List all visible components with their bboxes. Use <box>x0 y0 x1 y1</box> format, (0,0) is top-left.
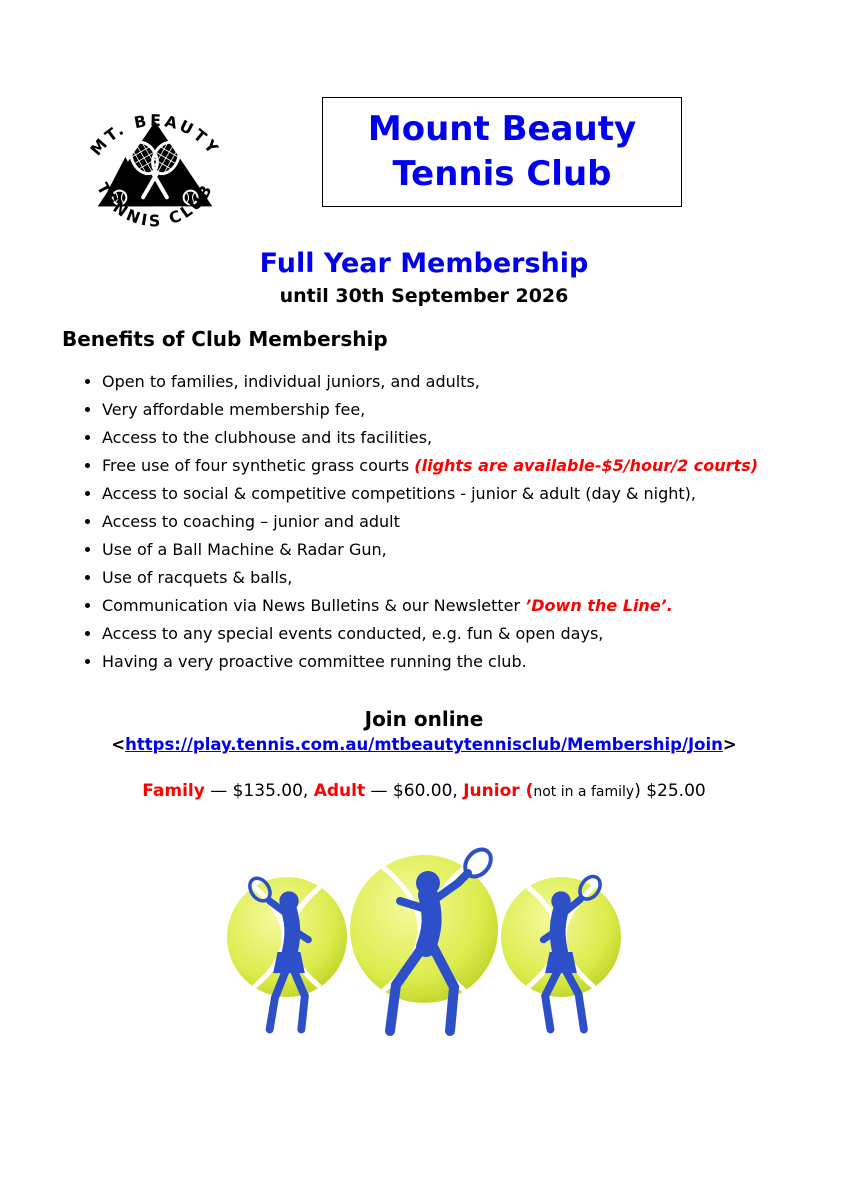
benefits-list <box>86 372 818 680</box>
membership-validity: until 30th September 2026 <box>279 285 569 307</box>
benefit-item: • Having a very proactive committee running the club. <box>102 652 818 672</box>
link-suffix: > <box>722 735 737 754</box>
membership-title: Full Year Membership <box>259 248 589 279</box>
junior-price: ) $25.00 <box>634 781 706 801</box>
club-title-line1: Mount Beauty <box>367 109 637 149</box>
benefit-item: • Access to any special events conducted, e.g. fun & open days, <box>102 624 818 644</box>
junior-note: not in a family <box>533 784 635 800</box>
benefit-item: • Very affordable membership fee, <box>102 400 818 420</box>
benefit-item: • Access to coaching – junior and adult <box>102 512 818 532</box>
adult-price: — $60.00, <box>365 781 464 801</box>
junior-label: Junior ( <box>463 781 534 801</box>
link-prefix: < <box>111 735 126 754</box>
benefit-item: • Access to social & competitive competitions - junior & adult (day & night), <box>102 484 818 504</box>
tennis-art-graphic <box>209 845 639 1041</box>
family-price: — $135.00, <box>204 781 314 801</box>
benefit-item: • Access to the clubhouse and its facilities, <box>102 428 818 448</box>
tennis-players-image <box>209 845 639 1041</box>
pricing-line <box>0 781 848 801</box>
title-box <box>322 97 682 207</box>
benefit-item: • Open to families, individual juniors, and adults, <box>102 372 818 392</box>
membership-join-link[interactable]: https://play.tennis.com.au/mtbeautytennisclub/Membership/Join <box>125 735 723 754</box>
join-online-heading: Join online <box>364 707 484 731</box>
club-logo <box>76 78 234 238</box>
club-title-line2: Tennis Club <box>392 154 612 194</box>
benefit-item: • Use of racquets & balls, <box>102 568 818 588</box>
adult-label: Adult <box>313 781 366 801</box>
family-label: Family <box>142 781 205 801</box>
join-link-line <box>0 735 848 754</box>
logo-text-top: MT. BEAUTY <box>86 110 224 160</box>
benefits-heading: Benefits of Club Membership <box>62 327 388 351</box>
club-logo-graphic <box>76 78 234 238</box>
logo-text-bottom: TENNIS CLUB <box>93 179 217 231</box>
benefit-item: • Free use of four synthetic grass courts (lights are available-$5/hour/2 courts) <box>102 456 818 476</box>
benefit-item: • Use of a Ball Machine & Radar Gun, <box>102 540 818 560</box>
benefit-item: • Communication via News Bulletins & our Newsletter ’Down the Line’. <box>102 596 818 616</box>
